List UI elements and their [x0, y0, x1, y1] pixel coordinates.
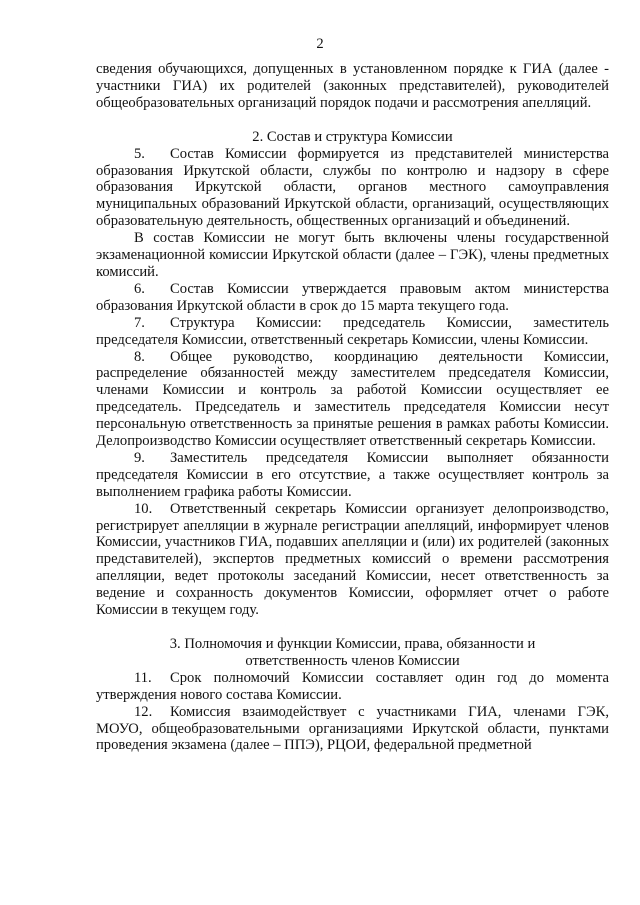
item-text: Структура Комиссии: председатель Комиссии, заместитель председателя Комиссии, ответственный секретарь Комиссии, члены Комиссии. — [96, 314, 609, 348]
section-3-heading-line-2: ответственность членов Комиссии — [245, 652, 460, 669]
paragraph-11 — [96, 670, 609, 704]
item-number: 8. — [134, 348, 145, 365]
item-text: Срок полномочий Комиссии составляет один год до момента утверждения нового состава Комиссии. — [96, 669, 609, 703]
paragraph-12 — [96, 704, 609, 755]
paragraph-10 — [96, 501, 609, 619]
item-number: 10. — [134, 500, 153, 517]
item-text: Комиссия взаимодействует с участниками ГИА, членами ГЭК, МОУО, общеобразовательными организациями Иркутской области, пунктами проведения экзамена (далее – ППЭ), РЦОИ, федеральной предметной — [96, 703, 609, 754]
item-number: 12. — [134, 703, 153, 720]
item-number: 5. — [134, 145, 145, 162]
page-number: 2 — [316, 36, 324, 52]
paragraph-7 — [96, 315, 609, 349]
paragraph-6 — [96, 281, 609, 315]
intro-paragraph: сведения обучающихся, допущенных в установленном порядке к ГИА (далее - участники ГИА) их родителей (законных представителей), руководителей общеобразовательных организаций порядок подачи и рассмотрения апелляций. — [96, 61, 609, 111]
paragraph-5 — [96, 146, 609, 231]
paragraph-8 — [96, 349, 609, 450]
item-text: В состав Комиссии не могут быть включены члены государственной экзаменационной комиссии Иркутской области (далее – ГЭК), члены предметных комиссий. — [96, 230, 609, 280]
paragraph-5-continued — [96, 230, 609, 281]
item-number: 11. — [134, 669, 152, 686]
item-number: 6. — [134, 280, 145, 297]
item-text: Общее руководство, координацию деятельности Комиссии, распределение обязанностей между заместителем председателя Комиссии, членами Комиссии и контроль за работой Комиссии осуществляет ее председатель. Председатель и заместитель председателя Комиссии несут персональную ответственность за принятые решения в рамках работы Комиссии. Делопроизводство Комиссии осуществляет ответственный секретарь Комиссии. — [96, 348, 609, 450]
paragraph-9 — [96, 450, 609, 501]
document-body — [96, 61, 609, 754]
item-text: Ответственный секретарь Комиссии организует делопроизводство, регистрирует апелляции в журнале регистрации апелляций, информирует членов Комиссии, участников ГИА, подавших апелляции и (или) их родителей (законных представителей), экспертов предметных комиссий о времени рассмотрения апелляции, ведет протоколы заседаний Комиссии, несет ответственность за ведение и сохранность документов Комиссии, оформляет отчет о работе Комиссии в текущем году. — [96, 500, 609, 619]
item-number: 7. — [134, 314, 145, 331]
item-number: 9. — [134, 449, 145, 466]
item-text: Заместитель председателя Комиссии выполняет обязанности председателя Комиссии в его отсутствие, а также осуществляет контроль за выполнением графика работы Комиссии. — [96, 449, 609, 500]
section-2-heading: 2. Состав и структура Комиссии — [252, 128, 453, 145]
section-3-heading-line-1: 3. Полномочия и функции Комиссии, права, обязанности и — [169, 636, 536, 652]
item-text: Состав Комиссии формируется из представителей министерства образования Иркутской области, службы по контролю и надзору в сфере образования Иркутской области, органов местного самоуправления муниципальных образований Иркутской области, организаций, осуществляющих образовательную деятельность, общественных организаций и объединений. — [96, 145, 609, 230]
item-text: Состав Комиссии утверждается правовым актом министерства образования Иркутской области в срок до 15 марта текущего года. — [96, 280, 609, 314]
